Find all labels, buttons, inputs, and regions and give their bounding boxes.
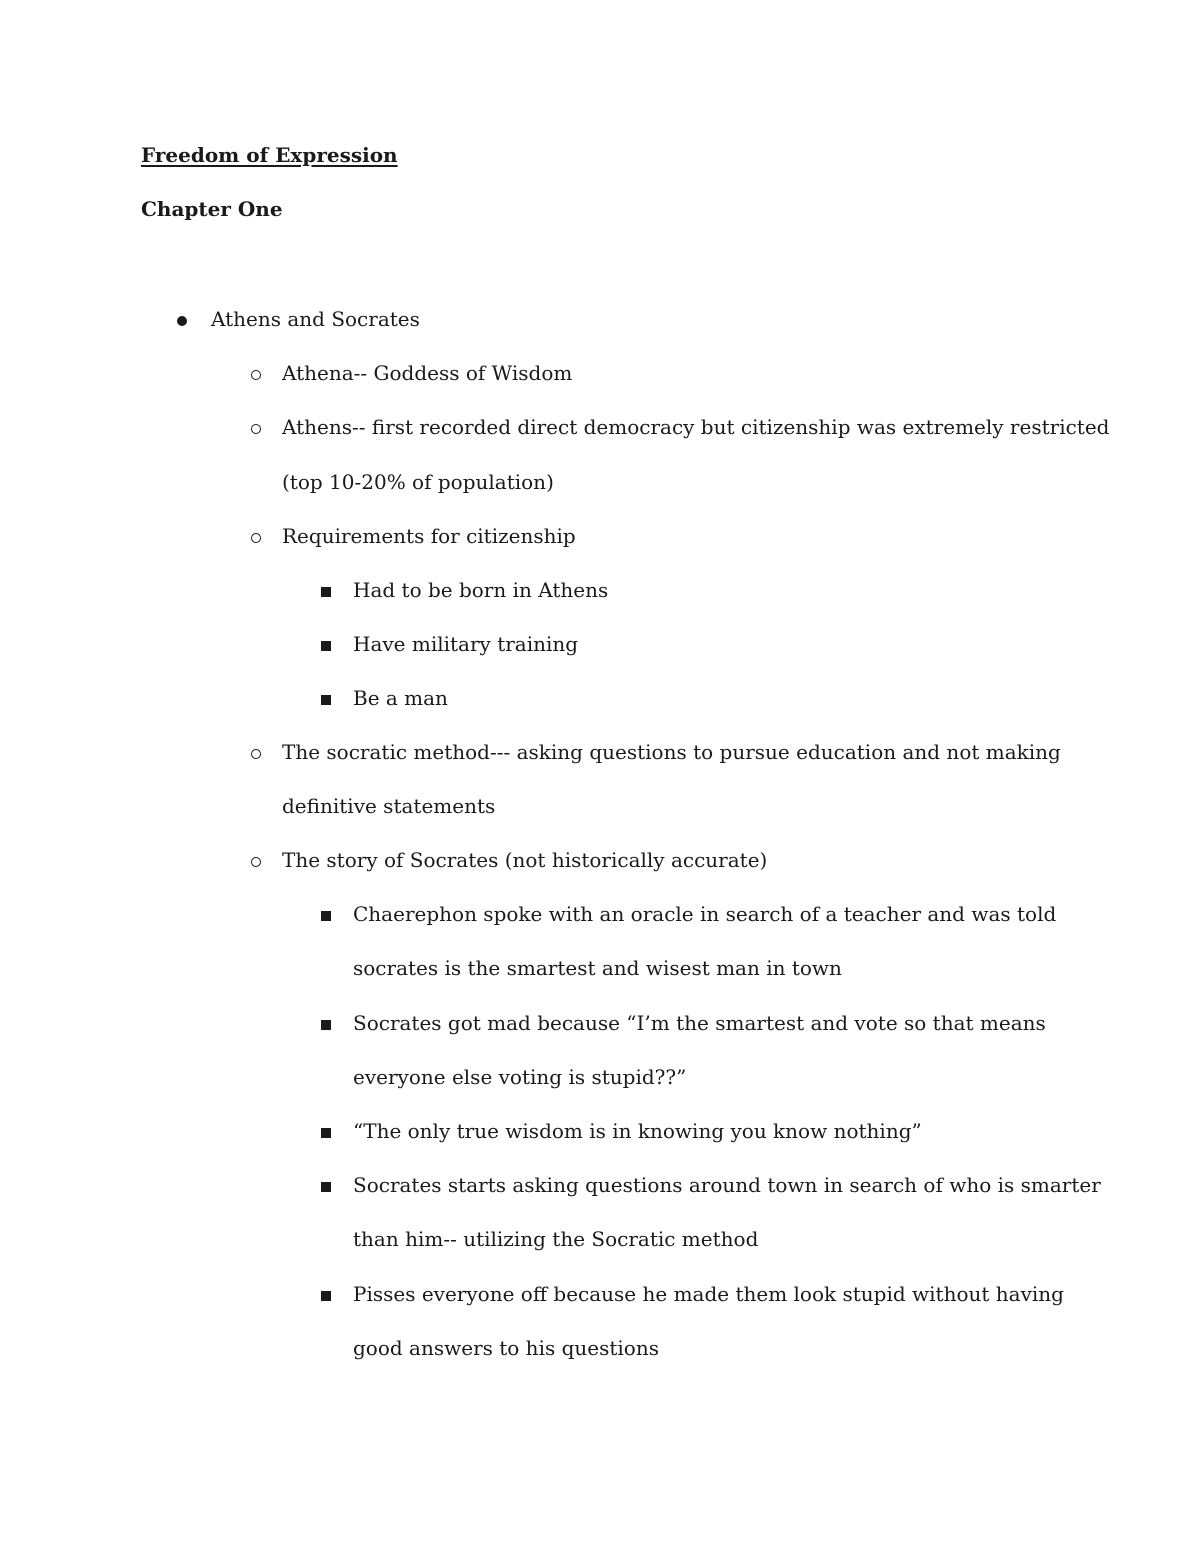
list-item: Had to be born in Athens — [353, 578, 609, 602]
list-item: The story of Socrates (not historically accurate) — [282, 848, 768, 872]
list-item: Athens and Socrates — [211, 307, 420, 331]
hollow-circle-bullet-icon — [246, 414, 266, 440]
list-item-continuation: (top 10-20% of population) — [282, 470, 554, 494]
list-item: Chaerephon spoke with an oracle in search of a teacher and was told — [353, 902, 1057, 926]
list-item: Athens-- first recorded direct democracy but citizenship was extremely restricted — [282, 415, 1110, 439]
list-item: Athena-- Goddess of Wisdom — [282, 361, 573, 385]
list-item-continuation: everyone else voting is stupid??” — [353, 1065, 687, 1089]
hollow-circle-bullet-icon — [246, 360, 266, 386]
list-item: Socrates got mad because “I’m the smartest and vote so that means — [353, 1011, 1046, 1035]
list-item-continuation: good answers to his questions — [353, 1336, 659, 1360]
square-bullet-icon — [316, 1118, 336, 1144]
list-item: Have military training — [353, 632, 579, 656]
list-item: “The only true wisdom is in knowing you know nothing” — [353, 1119, 922, 1143]
hollow-circle-bullet-icon — [246, 523, 266, 549]
square-bullet-icon — [316, 631, 336, 657]
chapter-heading: Chapter One — [141, 197, 283, 221]
hollow-circle-bullet-icon — [246, 739, 266, 765]
filled-circle-bullet-icon — [172, 306, 192, 332]
square-bullet-icon — [316, 1010, 336, 1036]
document-title: Freedom of Expression — [141, 143, 398, 167]
square-bullet-icon — [316, 577, 336, 603]
list-item-continuation: than him-- utilizing the Socratic method — [353, 1227, 759, 1251]
square-bullet-icon — [316, 1172, 336, 1198]
list-item: Pisses everyone off because he made them look stupid without having — [353, 1282, 1064, 1306]
square-bullet-icon — [316, 901, 336, 927]
list-item: Requirements for citizenship — [282, 524, 576, 548]
list-item: The socratic method--- asking questions to pursue education and not making — [282, 740, 1061, 764]
square-bullet-icon — [316, 685, 336, 711]
list-item: Socrates starts asking questions around town in search of who is smarter — [353, 1173, 1101, 1197]
square-bullet-icon — [316, 1281, 336, 1307]
hollow-circle-bullet-icon — [246, 847, 266, 873]
list-item: Be a man — [353, 686, 448, 710]
list-item-continuation: definitive statements — [282, 794, 496, 818]
list-item-continuation: socrates is the smartest and wisest man in town — [353, 956, 842, 980]
